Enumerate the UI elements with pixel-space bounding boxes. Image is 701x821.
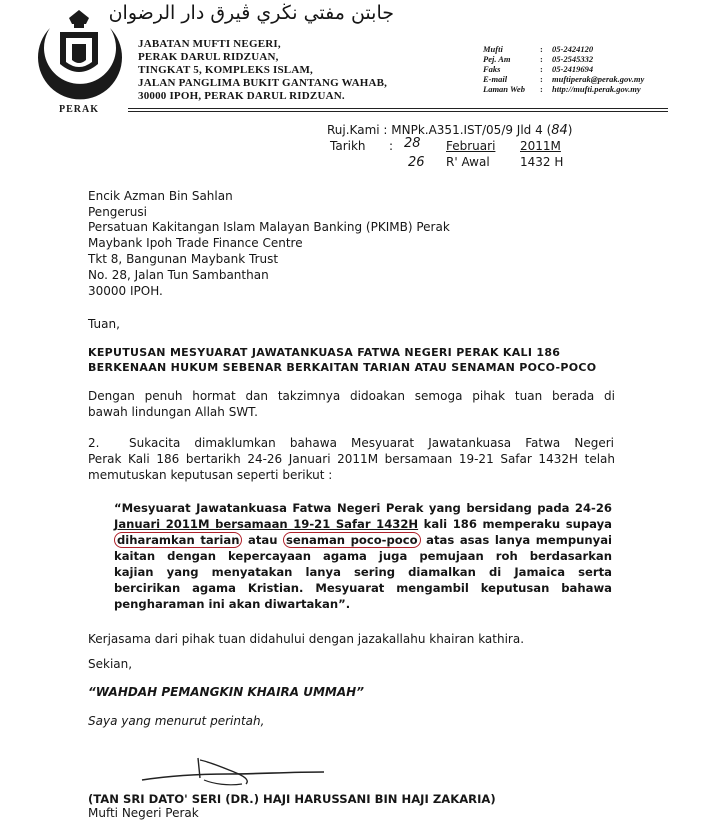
- recipient-line: Tkt 8, Bangunan Maybank Trust: [88, 252, 279, 266]
- fatwa-quote-line: “Mesyuarat Jawatankuasa Fatwa Negeri Perak yang bersidang pada 24-26: [114, 501, 612, 515]
- perak-crest-emblem: [36, 8, 122, 118]
- fatwa-quote-line: kajian yang menyatakan lanya sering diamalkan di Jamaica serta: [114, 565, 612, 579]
- paragraph-2-line: memutuskan keputusan seperti berikut :: [88, 468, 333, 482]
- subject-line: KEPUTUSAN MESYUARAT JAWATANKUASA FATWA NEGERI PERAK KALI 186: [88, 346, 561, 359]
- fatwa-quote-line: kaitan dengan kepercayaan agama juga pemujaan roh berdasarkan: [114, 549, 612, 563]
- address-line: JABATAN MUFTI NEGERI,: [138, 38, 281, 50]
- salutation: Tuan,: [88, 317, 120, 331]
- closing-paragraph: Kerjasama dari pihak tuan didahului dengan jazakallahu khairan kathira.: [88, 632, 525, 646]
- date-year: 2011M: [520, 139, 561, 153]
- signatory-name: (TAN SRI DATO' SERI (DR.) HAJI HARUSSANI BIN HAJI ZAKARIA): [88, 792, 496, 806]
- contact-colon: :: [540, 44, 543, 54]
- hijri-day-handwritten: 26: [408, 155, 425, 170]
- circled-phrase-senaman-poco-poco: senaman poco-poco: [283, 532, 421, 548]
- address-line: TINGKAT 5, KOMPLEKS ISLAM,: [138, 64, 314, 76]
- paragraph-1-line: Dengan penuh hormat dan takzimnya didoakan semoga pihak tuan berada di: [88, 389, 615, 403]
- date-label: Tarikh: [330, 139, 366, 153]
- motto: “WAHDAH PEMANGKIN KHAIRA UMMAH”: [88, 685, 364, 699]
- contact-label: E-mail: [483, 74, 508, 84]
- signature: [138, 750, 328, 792]
- contact-phone-office: 05-2545332: [552, 54, 594, 64]
- reference-handwritten-number: 84: [551, 123, 568, 138]
- hijri-year: 1432 H: [520, 155, 564, 169]
- contact-email: muftiperak@perak.gov.my: [552, 74, 645, 84]
- contact-colon: :: [540, 54, 543, 64]
- recipient-line: 30000 IPOH.: [88, 284, 163, 298]
- paragraph-2-number: 2.: [88, 436, 100, 450]
- contact-label: Pej. Am: [483, 54, 511, 64]
- contact-colon: :: [540, 64, 543, 74]
- paragraph-2-line: Sukacita dimaklumkan bahawa Mesyuarat Jawatankuasa Fatwa Negeri: [129, 436, 614, 450]
- date-month: Februari: [446, 139, 496, 153]
- paragraph-1-line: bawah lindungan Allah SWT.: [88, 405, 258, 419]
- recipient-line: Persatuan Kakitangan Islam Malayan Banking (PKIMB) Perak: [88, 220, 450, 234]
- sekian: Sekian,: [88, 657, 133, 671]
- jawi-letterhead-title: جابتن مفتي نڬري ڤيرق دار الرضوان: [108, 2, 394, 24]
- signatory-title: Mufti Negeri Perak: [88, 806, 199, 820]
- paragraph-2-line: Perak Kali 186 bertarikh 24-26 Januari 2011M bersamaan 19-21 Safar 1432H telah: [88, 452, 615, 466]
- recipient-line: Maybank Ipoh Trade Finance Centre: [88, 236, 303, 250]
- crest-label: PERAK: [59, 104, 99, 115]
- recipient-line: No. 28, Jalan Tun Sambanthan: [88, 268, 269, 282]
- contact-colon: :: [540, 84, 543, 94]
- contact-phone-mufti: 05-2424120: [552, 44, 594, 54]
- fatwa-quote-line: bercirikan agama Kristian. Mesyuarat mengambil keputusan bahawa: [114, 581, 612, 595]
- address-line: JALAN PANGLIMA BUKIT GANTANG WAHAB,: [138, 77, 388, 89]
- contact-fax: 05-2419694: [552, 64, 594, 74]
- circled-phrase-diharamkan-tarian: diharamkan tarian: [114, 532, 242, 548]
- fatwa-quote-line: diharamkan tarian atau senaman poco-poco atas asas lanya mempunyai: [114, 533, 612, 548]
- contact-website: http://mufti.perak.gov.my: [552, 84, 641, 94]
- contact-label: Faks: [483, 64, 501, 74]
- recipient-line: Pengerusi: [88, 205, 147, 219]
- letterhead-divider: [128, 111, 668, 112]
- letterhead-divider: [128, 108, 668, 109]
- reference-number: Ruj.Kami : MNPk.A351.IST/05/9 Jld 4 (84): [327, 123, 573, 138]
- address-line: 30000 IPOH, PERAK DARUL RIDZUAN.: [138, 90, 345, 102]
- date-colon: :: [389, 139, 394, 153]
- contact-label: Laman Web: [483, 84, 525, 94]
- contact-label: Mufti: [483, 44, 503, 54]
- fatwa-quote-line: Januari 2011M bersamaan 19-21 Safar 1432H kali 186 memperaku supaya: [114, 517, 613, 531]
- hijri-month: R' Awal: [446, 155, 490, 169]
- contact-colon: :: [540, 74, 543, 84]
- fatwa-quote-line: pengharaman ini akan diwartakan”.: [114, 597, 351, 611]
- address-line: PERAK DARUL RIDZUAN,: [138, 51, 279, 63]
- closing-phrase: Saya yang menurut perintah,: [88, 714, 265, 728]
- subject-line: BERKENAAN HUKUM SEBENAR BERKAITAN TARIAN ATAU SENAMAN POCO-POCO: [88, 361, 597, 374]
- recipient-line: Encik Azman Bin Sahlan: [88, 189, 233, 203]
- date-day-handwritten: 28: [404, 136, 421, 151]
